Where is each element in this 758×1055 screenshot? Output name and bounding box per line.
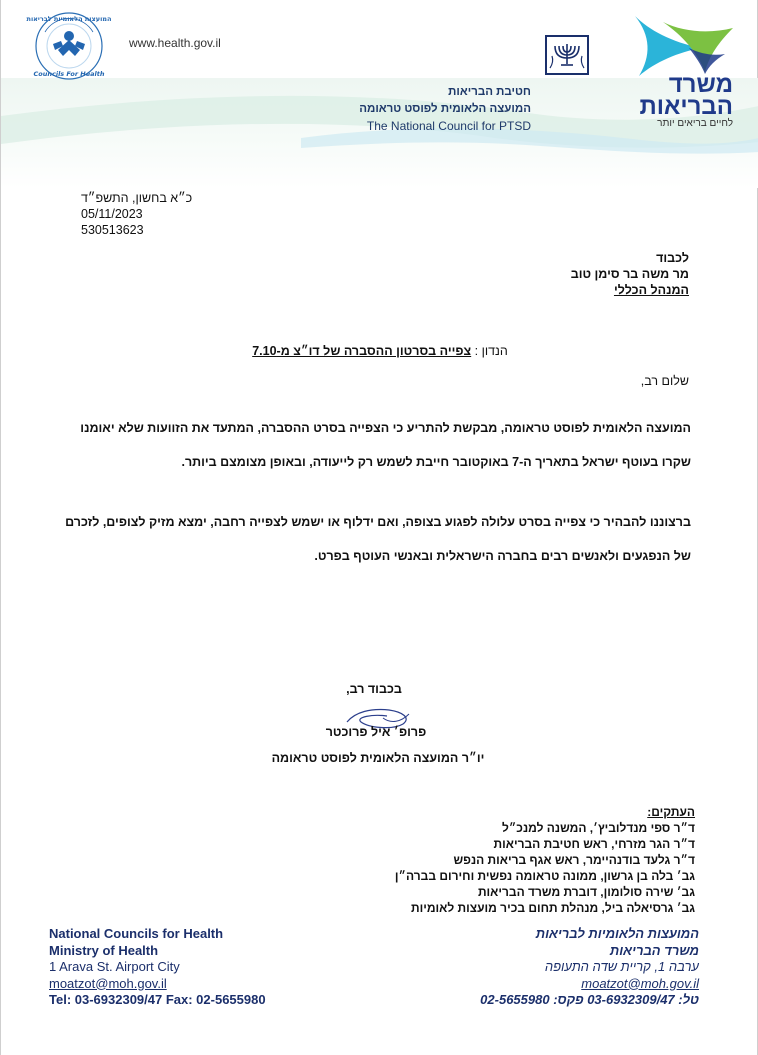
footer-en-phones: Tel: 03-6932309/47 Fax: 02-5655980 <box>49 992 266 1007</box>
cc-recipient: גב׳ גרסיאלה ביל, מנהלת תחום בכיר מועצות לאומיות <box>410 901 695 915</box>
addressee-block <box>389 250 689 298</box>
cc-recipient: גב׳ שירה סולומון, דוברת משרד הבריאות <box>477 885 695 899</box>
signer-name: פרופ׳ איל פרוכטר <box>325 725 427 739</box>
ministry-of-health-logo-icon <box>605 8 741 80</box>
footer-hebrew <box>399 926 699 1009</box>
greeting: שלום רב, <box>640 374 689 388</box>
cc-recipient: גב׳ בלה בן גרשון, ממונה טראומה נפשית וחירום בברה״ן <box>394 869 695 883</box>
state-emblem-menorah-icon <box>544 34 590 76</box>
body-paragraph-2: ברצוננו להבהיר כי צפייה בסרט עלולה לפגוע בצופה, ואם ידלוף או ישמש לצפייה רחבה, ימצא מזיק לצופים, לזכרם של הנפגעים ולאנשים רבים בחברה הישראלית ובאנשי העוטף בפרט. <box>65 515 691 563</box>
council-name-hebrew: המועצה הלאומית לפוסט טראומה <box>359 103 531 115</box>
footer-he-email-link[interactable]: moatzot@moh.gov.il <box>581 975 699 991</box>
body-paragraph-1: המועצה הלאומית לפוסט טראומה, מבקשת להתריע כי הצפייה בסרט ההסברה, המתעד את הזוועות שלא יאומנו שקרו בעוטף ישראל בתאריך ה-7 באוקטובר חייבת לשמש רק לייעודה, ובאופן מצומצם ביותר. <box>80 421 691 469</box>
subject-prefix: הנדון : <box>474 344 508 358</box>
footer-en-line1: National Councils for Health <box>49 926 224 941</box>
subject-line <box>1 344 758 358</box>
subject-title: צפייה בסרטון ההסברה של דו״צ מ-7.10 <box>252 344 472 358</box>
ministry-of-health-wordmark <box>563 71 733 120</box>
logo-english-ring-text: Councils For Health <box>33 70 105 78</box>
hebrew-date: כ״א בחשון, התשפ״ד <box>81 191 193 205</box>
ministry-name-line2: הבריאות <box>639 93 733 120</box>
closing-salutation: בכבוד רב, <box>346 682 402 696</box>
gregorian-date: 05/11/2023 <box>81 207 143 221</box>
councils-for-health-logo <box>25 10 119 82</box>
addressee-prefix: לכבוד <box>656 251 689 265</box>
footer-en-line2: Ministry of Health <box>49 942 159 958</box>
cc-recipient: ד״ר גלעד בודנהיימר, ראש אגף בריאות הנפש <box>453 853 695 867</box>
footer-english <box>49 926 266 1009</box>
ministry-slogan: לחיים בריאים יותר <box>657 118 733 129</box>
addressee-name: מר משה בר סימן טוב <box>570 267 689 281</box>
website-url[interactable]: www.health.gov.il <box>129 36 221 50</box>
footer-he-phones: טל: 03-6932309/47 פקס: 02-5655980 <box>480 992 699 1007</box>
footer-he-address: ערבה 1, קריית שדה התעופה <box>544 959 699 974</box>
cc-recipient: ד״ר ספי מנדלוביץ׳, המשנה למנכ״ל <box>501 821 695 835</box>
footer-he-line1: המועצות הלאומיות לבריאות <box>535 926 699 941</box>
footer-he-line2: משרד הבריאות <box>609 942 699 958</box>
reference-number: 530513623 <box>81 223 144 237</box>
ministry-name-line1: משרד <box>668 71 733 98</box>
signer-title: יו״ר המועצה הלאומית לפוסט טראומה <box>271 751 485 765</box>
footer-en-address: 1 Arava St. Airport City <box>49 959 180 974</box>
letter-meta <box>81 190 192 238</box>
cc-title: העתקים: <box>647 805 695 819</box>
council-name-english: The National Council for PTSD <box>366 119 531 133</box>
logo-hebrew-ring-text: המועצות הלאומיות לבריאות <box>26 15 112 23</box>
cc-recipient: ד״ר הגר מזרחי, ראש חטיבת הבריאות <box>493 837 695 851</box>
cc-list <box>315 804 695 916</box>
addressee-title: המנהל הכללי <box>613 283 689 297</box>
footer-en-email-link[interactable]: moatzot@moh.gov.il <box>49 975 167 991</box>
division-name: חטיבת הבריאות <box>448 86 531 98</box>
